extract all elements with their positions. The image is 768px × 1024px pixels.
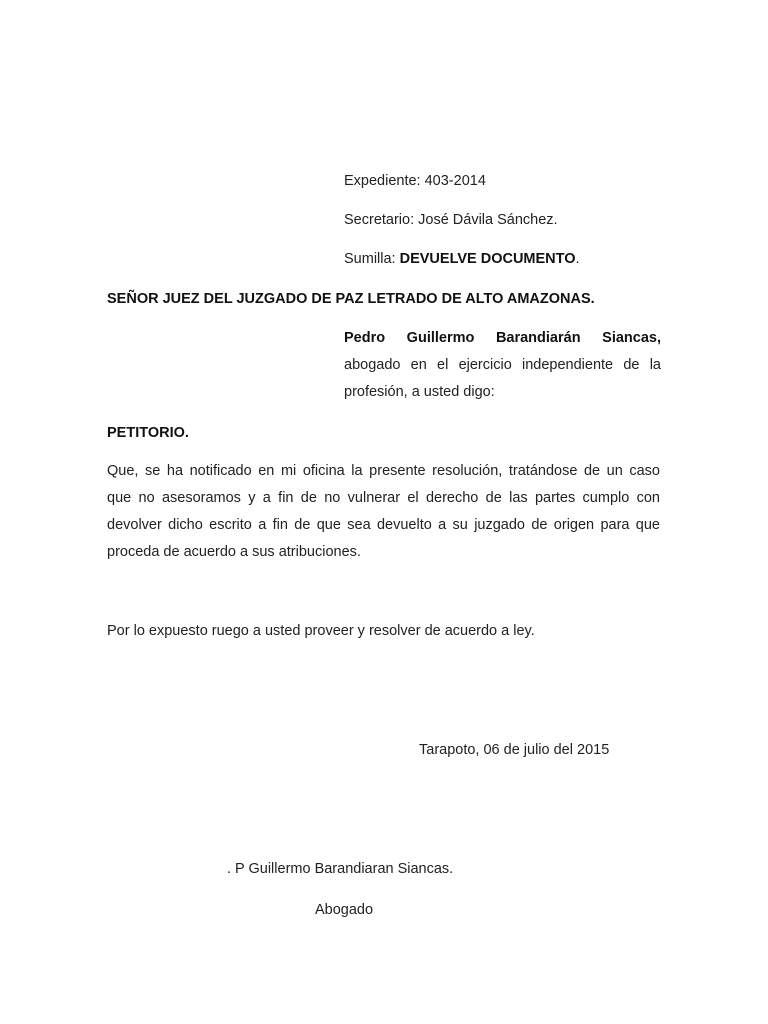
closing-paragraph: Por lo expuesto ruego a usted proveer y resolver de acuerdo a ley. bbox=[107, 623, 535, 639]
addressee-heading: SEÑOR JUEZ DEL JUZGADO DE PAZ LETRADO DE ALTO AMAZONAS. bbox=[107, 291, 595, 307]
sumilla-line bbox=[344, 250, 580, 268]
presenter-name: Pedro Guillermo Barandiarán Siancas, bbox=[344, 330, 661, 346]
expediente-line: Expediente: 403-2014 bbox=[344, 173, 486, 189]
secretario-line: Secretario: José Dávila Sánchez. bbox=[344, 212, 558, 228]
petitorio-heading: PETITORIO. bbox=[107, 425, 189, 441]
petitorio-line-1: Que, se ha notificado en mi oficina la presente resolución, tratándose de un caso bbox=[107, 463, 660, 479]
sumilla-end: . bbox=[575, 251, 580, 267]
petitorio-line-4: proceda de acuerdo a sus atribuciones. bbox=[107, 544, 361, 560]
sumilla-value: DEVUELVE DOCUMENTO bbox=[399, 251, 576, 267]
signature-title: Abogado bbox=[315, 902, 374, 918]
petitorio-body bbox=[107, 458, 660, 566]
petitorio-line-3: devolver dicho escrito a fin de que sea devuelto a su juzgado de origen para que bbox=[107, 517, 660, 533]
signature-name: . P Guillermo Barandiaran Siancas. bbox=[227, 861, 454, 877]
presenter-line-2: abogado en el ejercicio independiente de la bbox=[344, 357, 661, 373]
petitorio-line-2: que no asesoramos y a fin de no vulnerar el derecho de las partes cumplo con bbox=[107, 490, 660, 506]
presenter-block bbox=[344, 325, 661, 406]
place-date: Tarapoto, 06 de julio del 2015 bbox=[419, 742, 610, 758]
sumilla-label: Sumilla: bbox=[344, 251, 400, 267]
presenter-line-3: profesión, a usted digo: bbox=[344, 384, 495, 400]
